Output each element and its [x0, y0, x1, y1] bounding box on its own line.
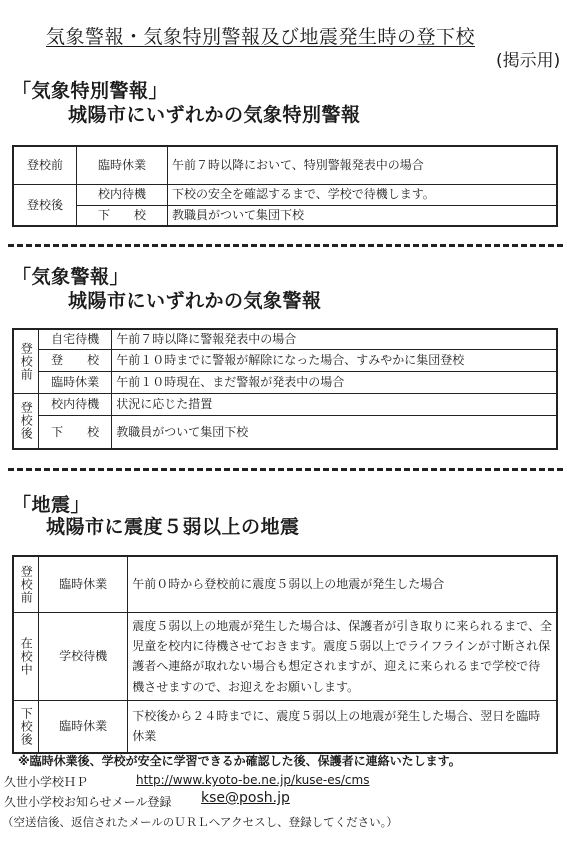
label-cell: 自宅待機 [39, 329, 112, 349]
special-warning-subheading: 城陽市にいずれかの気象特別警報 [68, 104, 361, 126]
label-cell: 校内待機 [39, 393, 112, 415]
text-cell: 下校後から２４時までに、震度５弱以上の地震が発生した場合、翌日を臨時休業 [128, 701, 557, 753]
quake-table [12, 555, 558, 754]
special-warning-heading: 「気象特別警報」 [12, 80, 169, 102]
warning-subheading: 城陽市にいずれかの気象警報 [68, 290, 322, 312]
text-cell: 午前７時以降において、特別警報発表中の場合 [168, 146, 558, 184]
closure-note: ※臨時休業後、学校が安全に学習できるか確認した後、保護者に連絡いたします。 [18, 754, 461, 768]
text-cell: 教職員がついて集団下校 [112, 415, 557, 449]
quake-subheading: 城陽市に震度５弱以上の地震 [46, 516, 300, 538]
table-row [13, 349, 557, 371]
group-cell: 登校後 [13, 184, 77, 226]
group-cell: 在校中 [13, 612, 39, 701]
text-cell: 午前７時以降に警報発表中の場合 [112, 329, 557, 349]
label-cell: 臨時休業 [39, 371, 112, 393]
label-cell: 下 校 [39, 415, 112, 449]
group-cell: 登校前 [13, 556, 39, 612]
label-cell: 学校待機 [39, 612, 128, 701]
table-row [13, 371, 557, 393]
section-divider [8, 244, 563, 247]
table-row [13, 556, 557, 612]
group-cell: 登校後 [13, 393, 39, 449]
label-cell: 登 校 [39, 349, 112, 371]
label-cell: 校内待機 [77, 184, 168, 205]
table-row [13, 415, 557, 449]
text-cell: 午前０時から登校前に震度５弱以上の地震が発生した場合 [128, 556, 557, 612]
group-cell: 下校後 [13, 701, 39, 753]
label-cell: 臨時休業 [39, 556, 128, 612]
text-cell: 状況に応じた措置 [112, 393, 557, 415]
mail-registration-label: 久世小学校お知らせメール登録 [4, 795, 172, 809]
school-hp-link[interactable]: http://www.kyoto-be.ne.jp/kuse-es/cms [136, 773, 370, 787]
label-cell: 臨時休業 [39, 701, 128, 753]
text-cell: 震度５弱以上の地震が発生した場合は、保護者が引き取りに来られるまで、全児童を校内に待機させておきます。震度５弱以上でライフラインが寸断され保護者へ連絡が取れない場合も想定されますが、迎えに来られるまで学校で待機させますので、お迎えをお願いします。 [128, 612, 557, 701]
label-cell: 臨時休業 [77, 146, 168, 184]
registration-instruction: （空送信後、返信されたメールのＵＲＬへアクセスし、登録してください。） [2, 815, 398, 829]
table-row [13, 329, 557, 349]
table-row [13, 612, 557, 701]
table-row [13, 205, 557, 226]
table-row [13, 393, 557, 415]
text-cell: 午前１０時現在、まだ警報が発表中の場合 [112, 371, 557, 393]
warning-table [12, 328, 558, 450]
special-warning-table [12, 145, 558, 227]
section-divider [8, 468, 563, 471]
text-cell: 下校の安全を確認するまで、学校で待機します。 [168, 184, 558, 205]
table-row [13, 146, 557, 184]
text-cell: 教職員がついて集団下校 [168, 205, 558, 226]
table-row [13, 184, 557, 205]
label-cell: 下 校 [77, 205, 168, 226]
school-hp-label: 久世小学校ＨＰ [4, 775, 89, 789]
page-title: 気象警報・気象特別警報及び地震発生時の登下校 [46, 26, 476, 48]
page-subtitle: (掲示用) [496, 51, 561, 71]
text-cell: 午前１０時までに警報が解除になった場合、すみやかに集団登校 [112, 349, 557, 371]
quake-heading: 「地震」 [12, 494, 91, 516]
warning-heading: 「気象警報」 [12, 266, 130, 288]
group-cell: 登校前 [13, 329, 39, 393]
group-cell: 登校前 [13, 146, 77, 184]
table-row [13, 701, 557, 753]
mail-address-link[interactable]: kse@posh.jp [201, 790, 290, 806]
